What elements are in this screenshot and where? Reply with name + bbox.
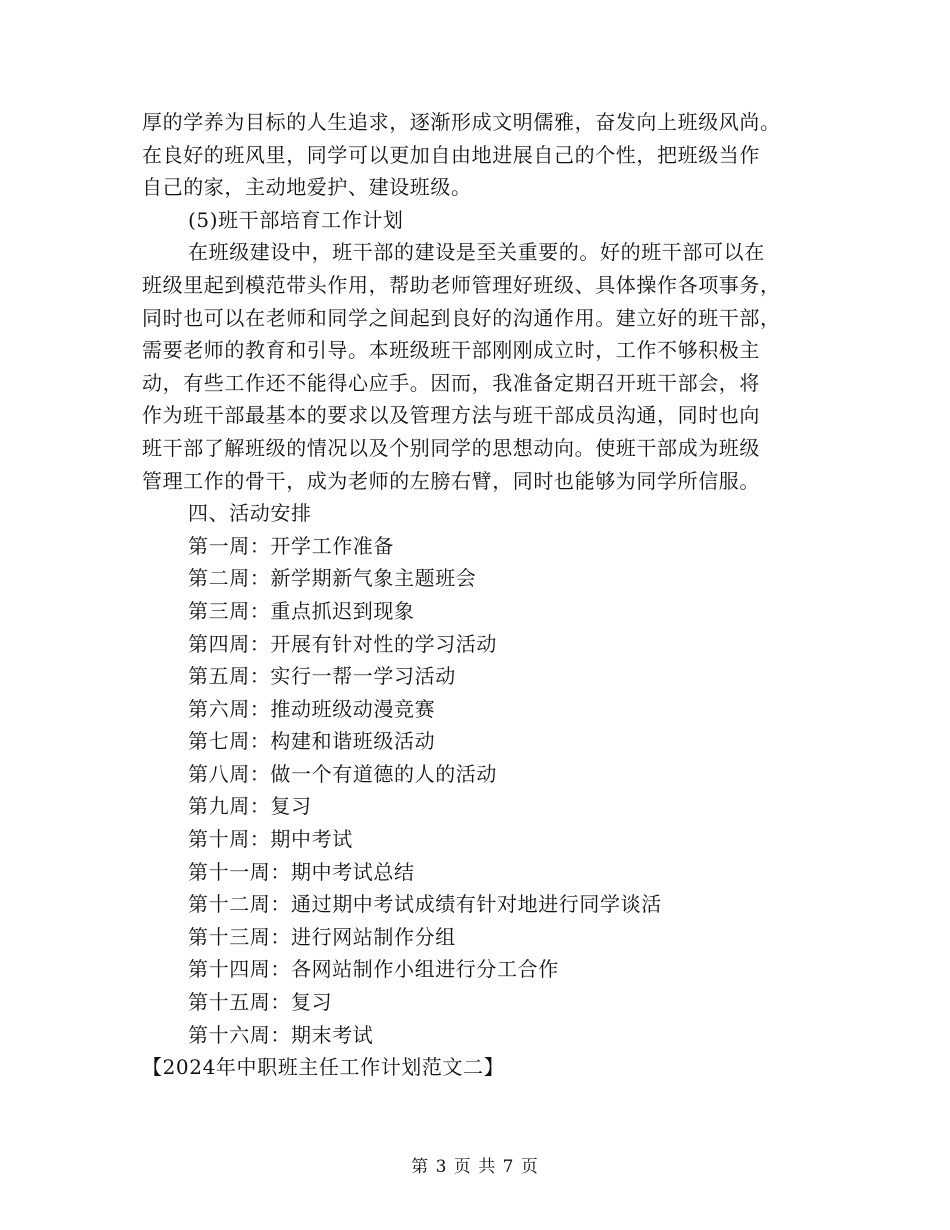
page-number-footer: 第 3 页 共 7 页 (411, 1157, 539, 1177)
paragraph-line: 自己的家，主动地爱护、建设班级。 (142, 175, 472, 200)
paragraph-line: 在良好的班风里，同学可以更加自由地进展自己的个性，把班级当作 (142, 142, 760, 167)
paragraph-line: 班级里起到模范带头作用，帮助老师管理好班级、具体操作各项事务， (142, 272, 781, 297)
paragraph-line: 作为班干部最基本的要求以及管理方法与班干部成员沟通，同时也向 (142, 403, 760, 428)
week-item: 第四周：开展有针对性的学习活动 (188, 631, 497, 656)
week-item: 第十一周：期中考试总结 (188, 859, 415, 884)
paragraph-line: 班干部了解班级的情况以及个别同学的思想动向。使班干部成为班级 (142, 435, 760, 460)
document-body (142, 106, 822, 1084)
closing-title: 【2024年中职班主任工作计划范文二】 (142, 1055, 505, 1080)
section-heading-4: 四、活动安排 (188, 501, 312, 526)
week-item: 第五周：实行一帮一学习活动 (188, 664, 456, 689)
week-item: 第十五周：复习 (188, 990, 333, 1015)
week-item: 第八周：做一个有道德的人的活动 (188, 761, 497, 786)
week-item: 第二周：新学期新气象主题班会 (188, 566, 477, 591)
week-item: 第十三周：进行网站制作分组 (188, 924, 456, 949)
week-item: 第一周：开学工作准备 (188, 533, 394, 558)
section-heading-5: (5)班干部培育工作计划 (188, 207, 404, 232)
paragraph-line: 在班级建设中，班干部的建设是至关重要的。好的班干部可以在 (188, 240, 765, 265)
week-item: 第十二周：通过期中考试成绩有针对地进行同学谈活 (188, 892, 662, 917)
paragraph-line: 动，有些工作还不能得心应手。因而，我准备定期召开班干部会，将 (142, 370, 760, 395)
paragraph-line: 厚的学养为目标的人生追求，逐渐形成文明儒雅，奋发向上班级风尚。 (142, 110, 781, 134)
week-item: 第十周：期中考试 (188, 827, 353, 852)
week-item: 第十六周：期末考试 (188, 1022, 374, 1047)
paragraph-line: 同时也可以在老师和同学之间起到良好的沟通作用。建立好的班干部， (142, 305, 781, 330)
paragraph-line: 需要老师的教育和引导。本班级班干部刚刚成立时，工作不够积极主 (142, 338, 760, 363)
week-item: 第七周：构建和谐班级活动 (188, 729, 436, 754)
week-item: 第十四周：各网站制作小组进行分工合作 (188, 957, 559, 982)
week-item: 第六周：推动班级动漫竞赛 (188, 696, 436, 721)
week-item: 第三周：重点抓迟到现象 (188, 598, 415, 623)
paragraph-line: 管理工作的骨干，成为老师的左膀右臂，同时也能够为同学所信服。 (142, 468, 760, 493)
week-item: 第九周：复习 (188, 794, 312, 819)
